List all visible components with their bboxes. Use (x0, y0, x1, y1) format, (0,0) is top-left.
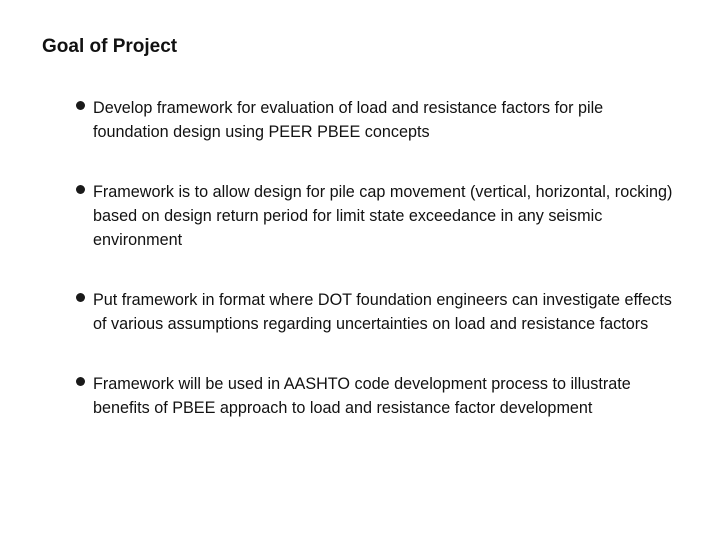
bullet-dot-icon (76, 293, 85, 302)
bullet-item (74, 288, 674, 336)
bullet-dot-icon (76, 101, 85, 110)
bullet-text: Framework is to allow design for pile cap movement (vertical, horizontal, rocking) based on design return period for limit state exceedance in any seismic environment (93, 183, 673, 249)
bullet-item (74, 180, 674, 252)
bullet-item (74, 372, 674, 420)
bullet-list (74, 96, 674, 456)
slide-title: Goal of Project (42, 36, 178, 57)
bullet-dot-icon (76, 185, 85, 194)
bullet-text: Develop framework for evaluation of load and resistance factors for pile foundation design using PEER PBEE concepts (93, 99, 604, 141)
bullet-text: Put framework in format where DOT foundation engineers can investigate effects of various assumptions regarding uncertainties on load and resistance factors (93, 291, 672, 333)
bullet-dot-icon (76, 377, 85, 386)
bullet-item (74, 96, 674, 144)
bullet-text: Framework will be used in AASHTO code development process to illustrate benefits of PBEE approach to load and resistance factor development (93, 375, 631, 417)
